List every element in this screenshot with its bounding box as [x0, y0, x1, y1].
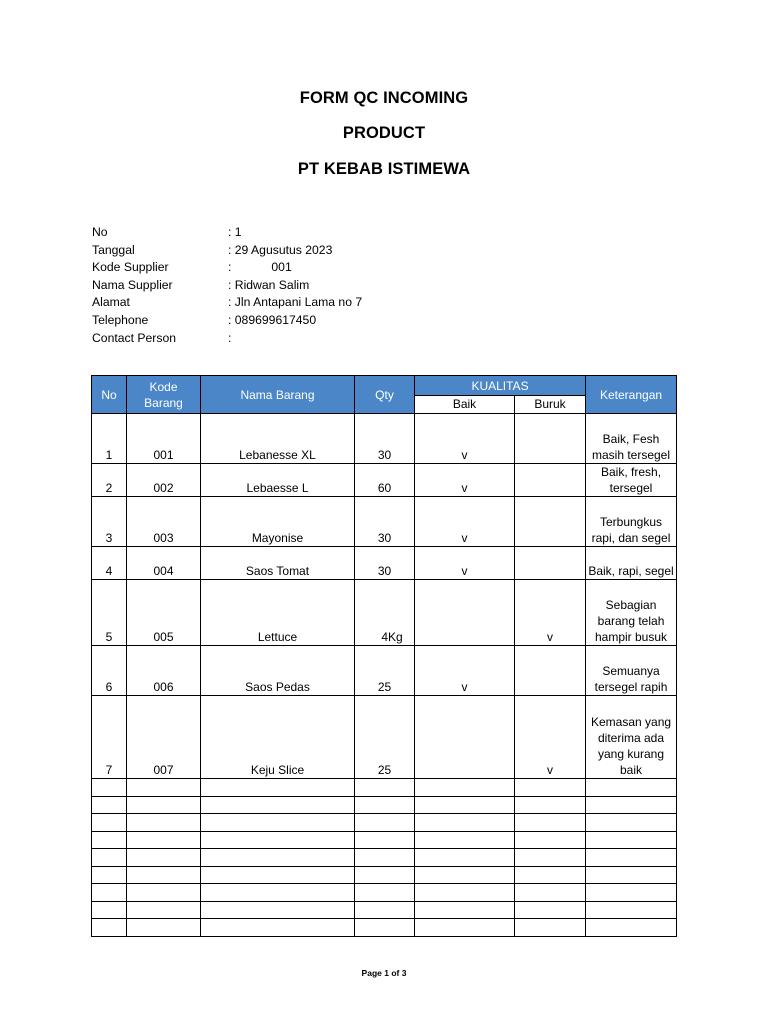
table-row [92, 646, 677, 696]
cell-qty: 60 [355, 464, 415, 497]
cell-qty: 4Kg [355, 580, 415, 646]
empty-row [92, 779, 677, 797]
cell-baik [415, 696, 515, 779]
cell-no: 1 [92, 414, 127, 464]
header-no: No [92, 376, 127, 414]
no-value: : 1 [228, 225, 242, 239]
kode-supplier-value: 001 [271, 260, 292, 275]
alamat-value: : Jln Antapani Lama no 7 [228, 295, 363, 310]
cell-baik: v [415, 464, 515, 497]
empty-row [92, 814, 677, 832]
cell-keterangan: Baik, rapi, segel [586, 547, 677, 580]
cell-kode: 002 [127, 464, 201, 497]
cell-baik: v [415, 497, 515, 547]
empty-row [92, 849, 677, 867]
empty-row [92, 831, 677, 849]
header-baik: Baik [415, 396, 515, 414]
header-kode-barang: Kode Barang [127, 376, 201, 414]
empty-row [92, 901, 677, 919]
page-number: Page 1 of 3 [361, 968, 407, 978]
empty-row [92, 796, 677, 814]
telephone-value: : 089699617450 [228, 312, 317, 327]
cell-no: 5 [92, 580, 127, 646]
cell-nama: Lebanesse XL [201, 414, 355, 464]
header-buruk: Buruk [515, 396, 586, 414]
cell-nama: Lettuce [201, 580, 355, 646]
cell-nama: Saos Tomat [201, 547, 355, 580]
info-row-kode-supplier [92, 259, 362, 277]
cell-buruk [515, 547, 586, 580]
info-row-contact-person [92, 330, 362, 348]
cell-keterangan: Baik, Fesh masih tersegel [586, 414, 677, 464]
cell-qty: 30 [355, 497, 415, 547]
cell-baik: v [415, 646, 515, 696]
cell-kode: 003 [127, 497, 201, 547]
empty-row [92, 866, 677, 884]
cell-keterangan: Sebagian barang telah hampir busuk [586, 580, 677, 646]
header-qty: Qty [355, 376, 415, 414]
cell-no: 7 [92, 696, 127, 779]
cell-qty: 30 [355, 547, 415, 580]
header-kualitas: KUALITAS [415, 376, 586, 396]
contact-person-label: Contact Person [92, 330, 177, 345]
table-row [92, 497, 677, 547]
table-row [92, 696, 677, 779]
nama-supplier-label: Nama Supplier [92, 277, 173, 292]
table-row [92, 464, 677, 497]
cell-nama: Mayonise [201, 497, 355, 547]
cell-baik [415, 580, 515, 646]
table-row [92, 580, 677, 646]
company-name: PT KEBAB ISTIMEWA [297, 160, 471, 178]
header-nama-barang: Nama Barang [201, 376, 355, 414]
cell-nama: Keju Slice [201, 696, 355, 779]
cell-buruk [515, 497, 586, 547]
cell-keterangan: Semuanya tersegel rapih [586, 646, 677, 696]
cell-kode: 007 [127, 696, 201, 779]
cell-buruk: v [515, 696, 586, 779]
qc-table [91, 375, 677, 937]
cell-qty: 25 [355, 646, 415, 696]
supplier-info [92, 224, 362, 347]
kode-supplier-label: Kode Supplier [92, 260, 169, 275]
cell-no: 3 [92, 497, 127, 547]
form-title: FORM QC INCOMING [299, 89, 469, 107]
cell-buruk: v [515, 580, 586, 646]
cell-qty: 30 [355, 414, 415, 464]
empty-row [92, 884, 677, 902]
cell-kode: 001 [127, 414, 201, 464]
info-row-telephone [92, 312, 362, 330]
tanggal-value: : 29 Agusutus 2023 [228, 242, 333, 257]
cell-kode: 006 [127, 646, 201, 696]
form-subtitle: PRODUCT [342, 124, 426, 142]
table-row [92, 547, 677, 580]
cell-keterangan: Terbungkus rapi, dan segel [586, 497, 677, 547]
info-row-no [92, 224, 362, 242]
nama-supplier-value: : Ridwan Salim [228, 277, 310, 292]
empty-row [92, 919, 677, 937]
header-keterangan: Keterangan [586, 376, 677, 414]
cell-no: 6 [92, 646, 127, 696]
cell-no: 2 [92, 464, 127, 497]
cell-buruk [515, 414, 586, 464]
alamat-label: Alamat [92, 295, 130, 310]
tanggal-label: Tanggal [92, 242, 135, 257]
cell-nama: Saos Pedas [201, 646, 355, 696]
cell-qty: 25 [355, 696, 415, 779]
telephone-label: Telephone [92, 312, 149, 327]
kode-supplier-colon: : [228, 260, 232, 275]
info-row-nama-supplier [92, 277, 362, 295]
info-row-alamat [92, 294, 362, 312]
cell-kode: 005 [127, 580, 201, 646]
cell-no: 4 [92, 547, 127, 580]
cell-keterangan: Baik, fresh, tersegel [586, 464, 677, 497]
cell-nama: Lebaesse L [201, 464, 355, 497]
cell-buruk [515, 464, 586, 497]
cell-baik: v [415, 547, 515, 580]
cell-kode: 004 [127, 547, 201, 580]
contact-person-value: : [228, 330, 232, 345]
cell-keterangan: Kemasan yang diterima ada yang kurang baik [586, 696, 677, 779]
table-row [92, 414, 677, 464]
cell-baik: v [415, 414, 515, 464]
no-label: No [92, 225, 108, 239]
info-row-tanggal [92, 242, 362, 260]
cell-buruk [515, 646, 586, 696]
